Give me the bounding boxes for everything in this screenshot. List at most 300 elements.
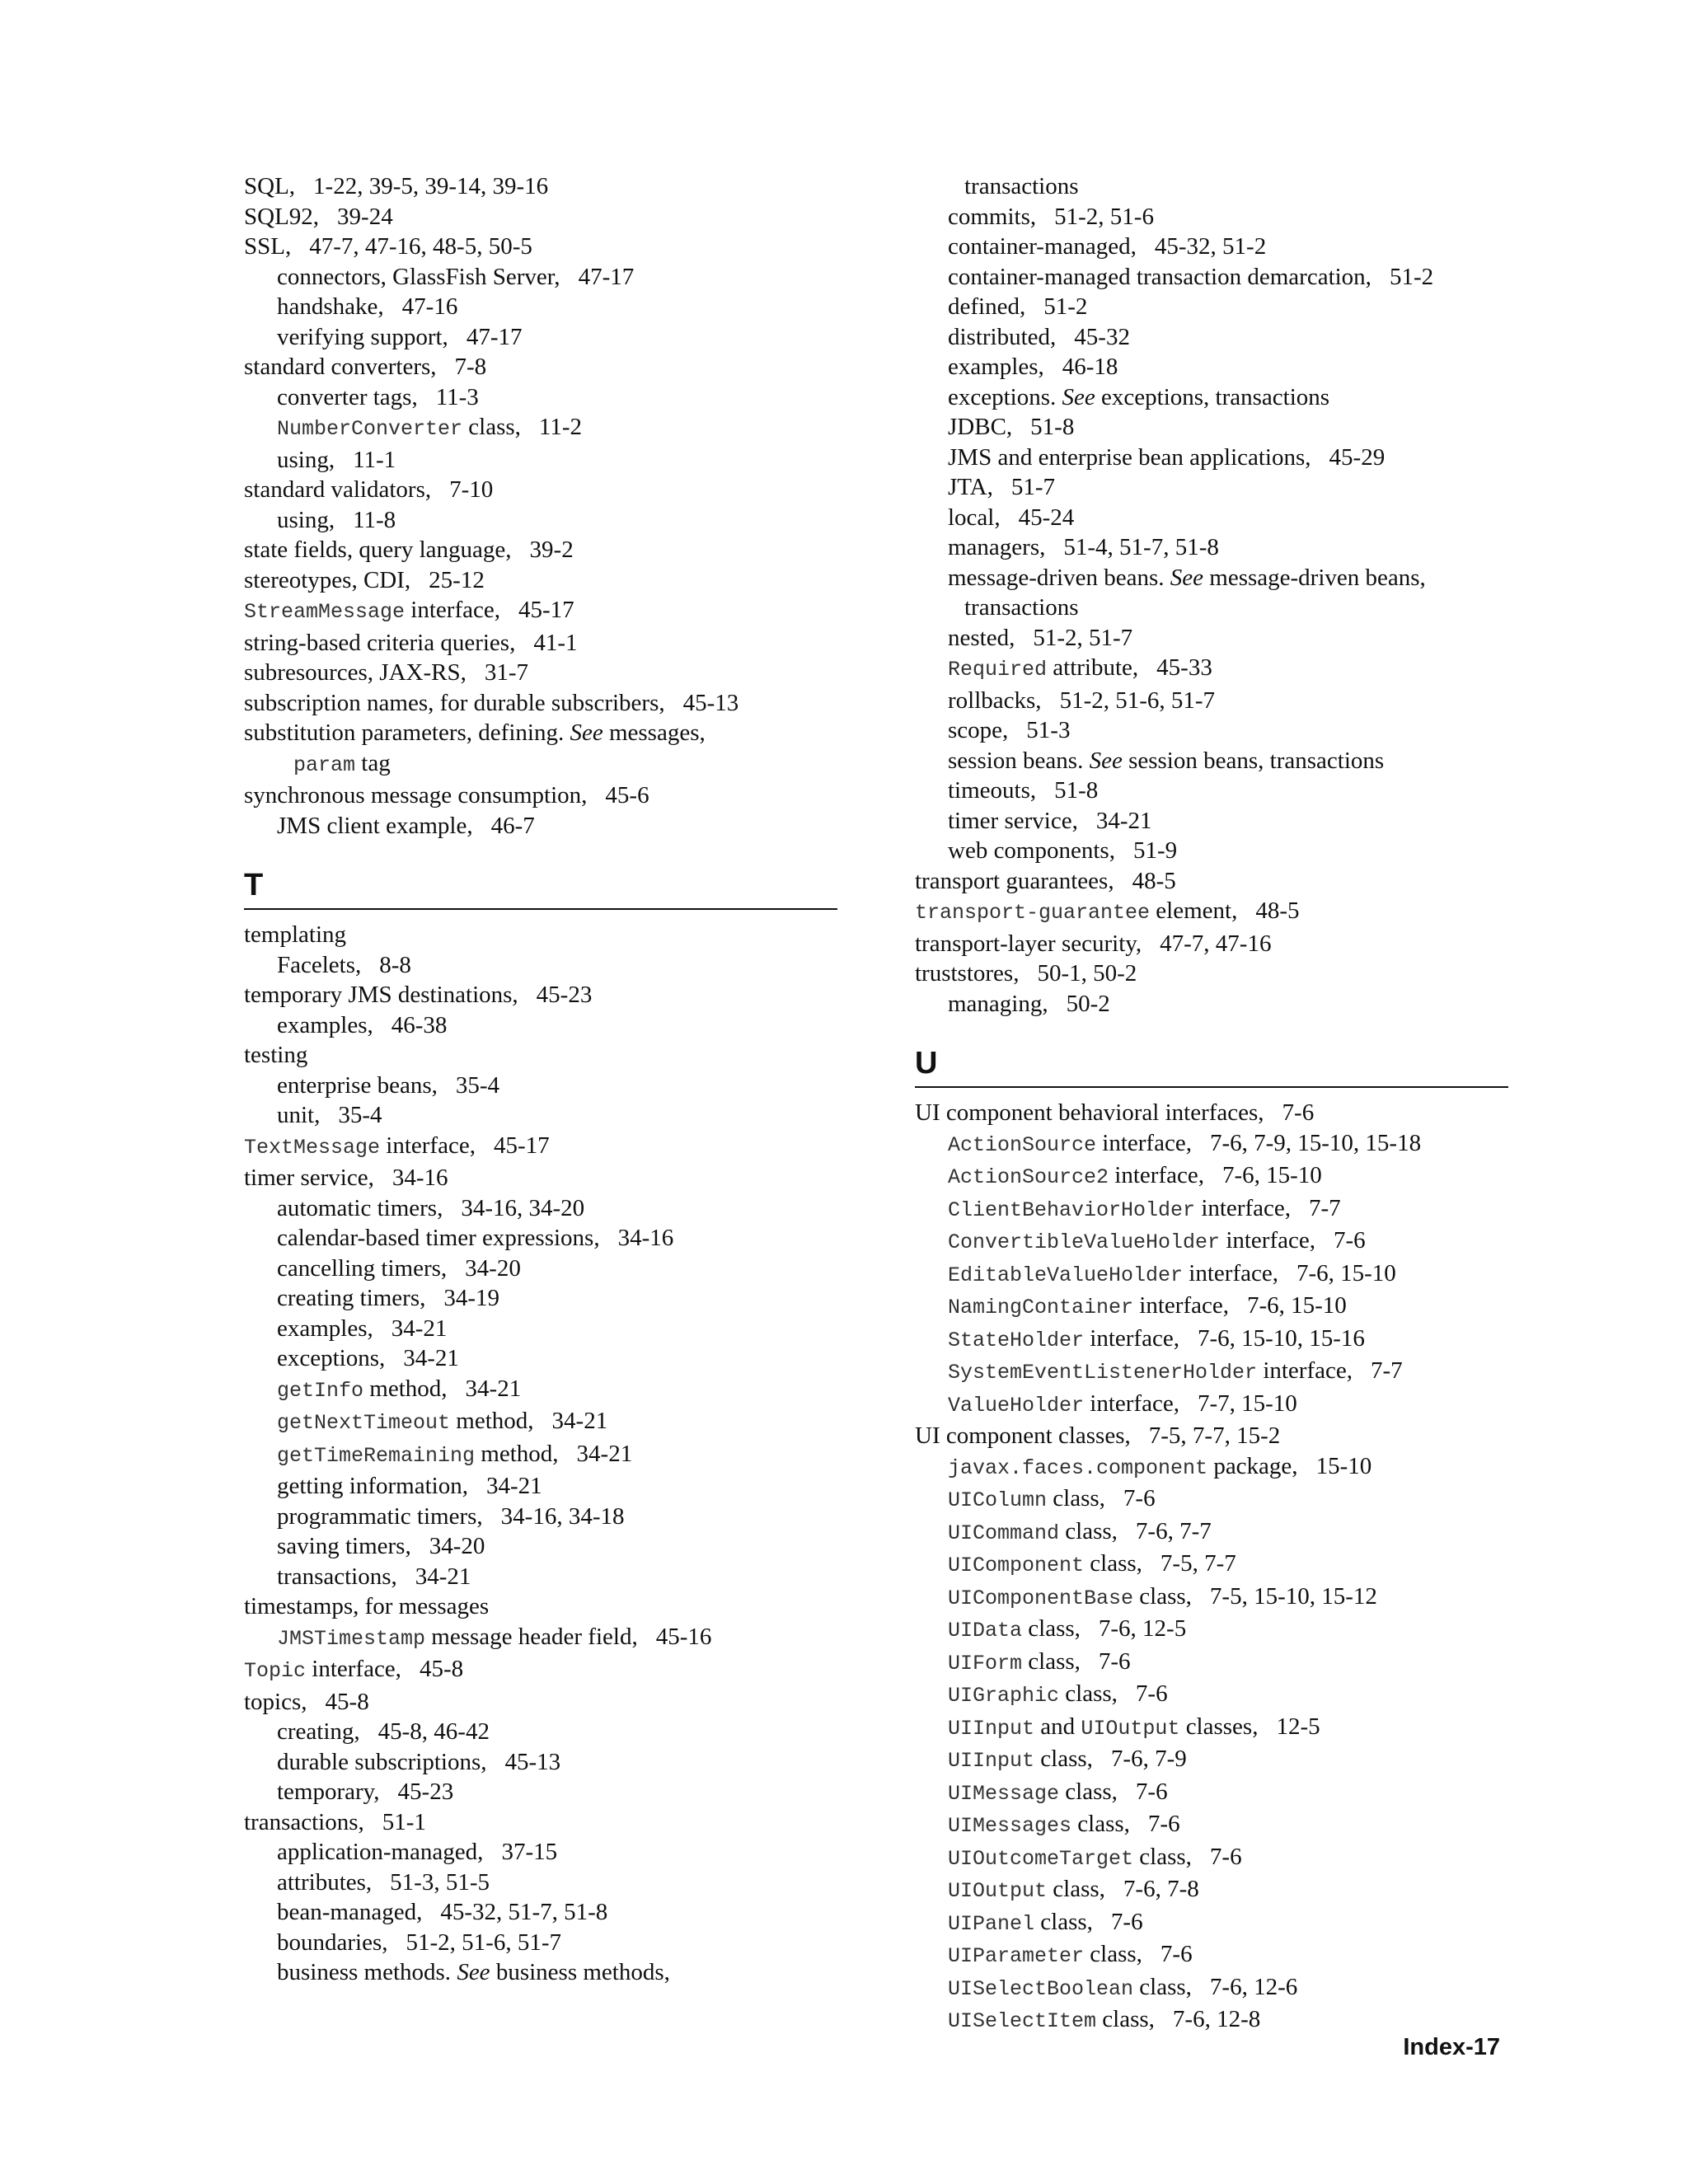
entry-term: method, [475, 1440, 559, 1467]
entry-term: standard converters, [244, 354, 437, 380]
entry-code-term: ActionSource [948, 1132, 1097, 1157]
entry-page-refs: 7-6, 15-10, 15-16 [1197, 1324, 1365, 1352]
index-entry [915, 806, 1508, 837]
index-entry [915, 1356, 1508, 1389]
entry-page-refs: 34-19 [443, 1285, 500, 1311]
entry-term: boundaries, [277, 1929, 388, 1956]
entry-term: interface, [380, 1132, 476, 1159]
index-entry [915, 532, 1508, 563]
entry-term: class, [1096, 2006, 1155, 2032]
entry-term: SQL92, [244, 203, 320, 230]
entry-page-refs: 34-21 [391, 1315, 448, 1342]
section-gap [915, 1088, 1508, 1098]
entry-code-term: UICommand [948, 1521, 1060, 1545]
entry-page-refs: 51-1 [382, 1808, 426, 1835]
entry-page-refs: 51-2, 51-7 [1033, 624, 1133, 651]
entry-term: scope, [948, 717, 1009, 743]
section-gap [244, 910, 837, 920]
entry-code-term: UIComponentBase [948, 1586, 1134, 1610]
entry-term: class, [1022, 1615, 1081, 1642]
entry-page-refs: 51-7 [1010, 474, 1056, 500]
entry-page-refs: 12-5 [1276, 1713, 1320, 1740]
entry-page-refs: 46-38 [391, 1011, 448, 1038]
entry-page-refs: 45-23 [397, 1779, 454, 1805]
entry-term: class, [1034, 1746, 1093, 1772]
index-entry [915, 1744, 1508, 1777]
index-entry [915, 412, 1508, 443]
section-letter: T [244, 868, 264, 902]
entry-term: temporary JMS destinations, [244, 982, 518, 1008]
entry-page-refs: 7-6 [1209, 1843, 1242, 1870]
entry-term: distributed, [948, 323, 1057, 350]
entry-code-term: EditableValueHolder [948, 1263, 1184, 1287]
index-entry [915, 1679, 1508, 1712]
entry-term: examples, [277, 1315, 373, 1342]
index-entry [915, 1226, 1508, 1258]
entry-term: nested, [948, 624, 1015, 651]
entry-code-term: NamingContainer [948, 1296, 1134, 1319]
index-entry [244, 1777, 837, 1807]
index-entry [244, 1807, 837, 1838]
entry-term: message-driven beans, [1203, 564, 1426, 591]
entry-page-refs: 34-21 [465, 1375, 522, 1402]
entry-term: JMS and enterprise bean applications, [948, 443, 1311, 471]
entry-page-refs: 7-6 [1333, 1227, 1366, 1254]
entry-term: class, [1133, 1843, 1192, 1870]
index-entry [915, 776, 1508, 806]
entry-page-refs: 45-13 [504, 1748, 561, 1775]
index-entry [915, 1324, 1508, 1357]
entry-page-refs: 51-9 [1132, 837, 1178, 864]
entry-page-refs: 7-7 [1370, 1357, 1403, 1384]
entry-term: topics, [244, 1688, 307, 1715]
section-letter: U [915, 1046, 938, 1080]
entry-term: class, [1084, 1550, 1142, 1577]
entry-page-refs: 34-21 [415, 1563, 471, 1590]
entry-page-refs: 51-3 [1026, 717, 1071, 743]
entry-term: message header field, [425, 1623, 638, 1650]
entry-page-refs: 7-8 [454, 354, 487, 380]
entry-term: templating [244, 921, 347, 948]
entry-term: creating timers, [277, 1285, 426, 1311]
index-entry [915, 866, 1508, 897]
entry-term: and [1034, 1713, 1081, 1740]
entry-page-refs: 34-16, 34-18 [500, 1502, 625, 1530]
index-entry [244, 1163, 837, 1193]
index-entry [915, 262, 1508, 293]
entry-page-refs: 34-21 [576, 1440, 633, 1467]
entry-term: string-based criteria queries, [244, 629, 516, 656]
entry-page-refs: 34-21 [1095, 807, 1152, 834]
entry-page-refs: 47-7, 47-16, 48-5, 50-5 [309, 233, 532, 260]
entry-page-refs: 7-6, 7-9, 15-10, 15-18 [1209, 1129, 1422, 1156]
entry-page-refs: 34-16, 34-20 [461, 1194, 585, 1221]
entry-term: method, [450, 1408, 534, 1434]
entry-page-refs: 34-21 [551, 1408, 608, 1434]
entry-page-refs: 48-5 [1255, 898, 1300, 924]
entry-page-refs: 7-6, 15-10 [1246, 1292, 1347, 1319]
index-entry [244, 1100, 837, 1131]
entry-page-refs: 50-1, 50-2 [1037, 960, 1137, 987]
entry-term: SSL, [244, 233, 292, 260]
entry-page-refs: 7-6, 12-6 [1209, 1973, 1298, 2000]
entry-term: enterprise beans, [277, 1071, 438, 1099]
entry-term: interface, [1109, 1162, 1204, 1188]
entry-term: transactions [964, 173, 1079, 199]
entry-term: interface, [1096, 1129, 1192, 1156]
entry-page-refs: 39-2 [529, 537, 574, 563]
entry-term: examples, [948, 354, 1044, 380]
entry-term: session beans. [948, 747, 1090, 774]
entry-page-refs: 46-7 [490, 812, 535, 839]
index-entry [244, 535, 837, 565]
entry-page-refs: 7-6 [1110, 1908, 1143, 1935]
entry-page-refs: 47-7, 47-16 [1160, 930, 1272, 957]
entry-page-refs: 11-1 [353, 446, 396, 473]
entry-term: class, [1059, 1680, 1118, 1707]
index-entry [915, 503, 1508, 533]
entry-term: interface, [1084, 1390, 1179, 1417]
section-heading [244, 865, 837, 910]
index-entry [915, 1549, 1508, 1582]
entry-page-refs: 50-2 [1066, 990, 1110, 1017]
entry-term: class, [1034, 1908, 1093, 1935]
entry-page-refs: 47-17 [578, 263, 635, 290]
index-entry [915, 1098, 1508, 1128]
entry-term: class, [462, 414, 521, 440]
index-entry [244, 658, 837, 688]
entry-term: UI component behavioral interfaces, [915, 1099, 1264, 1126]
index-entry [244, 1502, 837, 1532]
index-entry [915, 472, 1508, 503]
entry-term: handshake, [277, 293, 384, 320]
entry-term: exceptions, [277, 1345, 386, 1371]
index-entry [244, 475, 837, 505]
entry-term: class, [1047, 1876, 1105, 1902]
entry-term: business methods. [277, 1959, 457, 1985]
entry-term: messages, [603, 719, 706, 746]
entry-page-refs: 7-5, 15-10, 15-12 [1209, 1582, 1377, 1610]
index-entry [915, 1258, 1508, 1291]
section-rule [244, 908, 837, 910]
index-entry [244, 1374, 837, 1407]
entry-page-refs: 47-17 [466, 323, 523, 350]
entry-term: synchronous message consumption, [244, 782, 588, 808]
index-entry [244, 1957, 837, 1988]
entry-code-term: UIOutcomeTarget [948, 1846, 1134, 1871]
entry-term: interface, [306, 1656, 401, 1682]
index-entry [244, 232, 837, 262]
entry-term: UI component classes, [915, 1422, 1131, 1449]
entry-term: substitution parameters, defining. [244, 719, 570, 746]
entry-page-refs: 7-6 [1282, 1099, 1315, 1126]
entry-page-refs: 45-33 [1156, 654, 1212, 681]
index-entry [915, 322, 1508, 353]
entry-page-refs: 45-32, 51-7, 51-8 [440, 1899, 608, 1925]
entry-term: transport guarantees, [915, 867, 1114, 894]
index-entry [244, 1717, 837, 1747]
entry-page-refs: 51-2, 51-6 [1054, 203, 1154, 230]
index-entry [915, 1582, 1508, 1615]
entry-page-refs: 7-6 [1160, 1941, 1193, 1967]
entry-page-refs: 1-22, 39-5, 39-14, 39-16 [313, 173, 549, 199]
entry-page-refs: 7-5, 7-7, 15-2 [1148, 1422, 1281, 1449]
index-column-left [244, 171, 837, 1988]
index-entry [915, 1451, 1508, 1484]
entry-see-reference: See [1089, 747, 1123, 774]
entry-code-term: ActionSource2 [948, 1165, 1109, 1189]
index-entry [915, 2004, 1508, 2037]
entry-term: business methods, [490, 1959, 670, 1985]
index-entry [244, 1562, 837, 1592]
index-entry [244, 1223, 837, 1254]
index-entry [244, 382, 837, 413]
entry-code-term: UIMessages [948, 1814, 1072, 1838]
entry-page-refs: 8-8 [379, 951, 411, 978]
entry-page-refs: 51-2, 51-6, 51-7 [406, 1929, 561, 1956]
entry-term: SQL, [244, 173, 296, 199]
entry-page-refs: 7-6, 15-10 [1296, 1259, 1396, 1286]
entry-term: using, [277, 506, 335, 533]
entry-term: container-managed transaction demarcation, [948, 263, 1372, 290]
entry-term: subresources, JAX-RS, [244, 659, 467, 686]
entry-term: JMS client example, [277, 812, 473, 839]
index-entry [915, 686, 1508, 716]
entry-code-term: UIInput [948, 1749, 1035, 1773]
index-entry [915, 1842, 1508, 1875]
entry-term: interface, [1084, 1324, 1179, 1352]
entry-term: timestamps, for messages [244, 1593, 490, 1619]
entry-see-reference: See [457, 1959, 490, 1985]
entry-page-refs: 7-5, 7-7 [1160, 1550, 1236, 1577]
entry-term: timer service, [244, 1165, 374, 1191]
index-entry [244, 445, 837, 476]
index-entry [915, 836, 1508, 866]
entry-page-refs: 41-1 [533, 629, 578, 656]
index-entry [244, 292, 837, 322]
entry-see-reference: See [570, 719, 603, 746]
entry-term: defined, [948, 293, 1026, 320]
entry-page-refs: 47-16 [401, 293, 458, 320]
entry-page-refs: 34-21 [403, 1345, 459, 1371]
entry-term: JTA, [948, 474, 993, 500]
index-entry [244, 565, 837, 596]
entry-page-refs: 35-4 [455, 1071, 500, 1099]
entry-term: local, [948, 504, 1001, 531]
section-rule [915, 1086, 1508, 1088]
index-entry [244, 811, 837, 841]
entry-page-refs: 7-6, 7-9 [1110, 1746, 1187, 1772]
entry-term: session beans, transactions [1122, 747, 1385, 774]
entry-term: method, [363, 1375, 448, 1402]
entry-term: class, [1059, 1517, 1118, 1544]
index-entry [244, 202, 837, 232]
entry-code-term: UIInput [948, 1716, 1035, 1741]
entry-code-term: UIMessage [948, 1781, 1060, 1806]
index-entry [915, 1907, 1508, 1940]
index-entry [915, 1128, 1508, 1161]
entry-term: rollbacks, [948, 687, 1042, 714]
entry-code-term: javax.faces.component [948, 1455, 1208, 1480]
entry-term: using, [277, 446, 335, 473]
entry-code-term: UISelectItem [948, 2009, 1097, 2033]
entry-page-refs: 37-15 [501, 1839, 558, 1865]
entry-term: transactions, [244, 1808, 364, 1835]
index-entry [244, 780, 837, 811]
entry-term: automatic timers, [277, 1194, 443, 1221]
index-entry [244, 1343, 837, 1374]
entry-term: web components, [948, 837, 1115, 864]
entry-page-refs: 11-8 [353, 506, 396, 533]
index-entry [915, 352, 1508, 382]
entry-code-term: UIOutput [948, 1879, 1048, 1903]
entry-page-refs: 7-6, 15-10 [1221, 1162, 1322, 1188]
entry-page-refs: 48-5 [1132, 867, 1176, 894]
index-entry [244, 1406, 837, 1439]
index-entry [915, 443, 1508, 473]
entry-page-refs: 51-2 [1043, 293, 1088, 320]
entry-code-term: ValueHolder [948, 1393, 1085, 1418]
index-entry [915, 171, 1508, 202]
entry-page-refs: 35-4 [338, 1102, 382, 1128]
index-entry [244, 1314, 837, 1344]
entry-term: managers, [948, 534, 1046, 560]
entry-page-refs: 45-29 [1329, 443, 1386, 471]
index-entry [244, 1654, 837, 1687]
entry-term: exceptions. [948, 383, 1062, 410]
index-entry [915, 715, 1508, 746]
entry-term: programmatic timers, [277, 1502, 483, 1530]
entry-code-term: param [293, 752, 356, 777]
entry-code-term: getInfo [277, 1378, 364, 1403]
index-entry [915, 1421, 1508, 1451]
index-entry [915, 1160, 1508, 1193]
entry-page-refs: 45-8 [419, 1656, 464, 1682]
index-entry [915, 202, 1508, 232]
index-entry [244, 1747, 837, 1778]
index-entry [915, 623, 1508, 654]
index-entry [244, 1868, 837, 1898]
entry-page-refs: 7-7 [1308, 1194, 1341, 1221]
entry-code-term: ClientBehaviorHolder [948, 1197, 1196, 1222]
entry-term: exceptions, transactions [1095, 383, 1330, 410]
entry-term: transactions [964, 594, 1079, 621]
index-entry [244, 505, 837, 536]
entry-page-refs: 25-12 [429, 566, 485, 593]
entry-code-term: UIForm [948, 1651, 1023, 1675]
index-entry [244, 1837, 837, 1868]
entry-code-term: UIData [948, 1619, 1023, 1643]
entry-page-refs: 45-16 [655, 1623, 712, 1650]
index-entry [915, 653, 1508, 686]
entry-term: class, [1084, 1941, 1142, 1967]
entry-term: standard validators, [244, 476, 432, 503]
entry-term: interface, [1195, 1194, 1291, 1221]
entry-term: connectors, GlassFish Server, [277, 263, 560, 290]
index-entry [915, 746, 1508, 776]
entry-term: getting information, [277, 1473, 468, 1499]
index-entry [244, 412, 837, 445]
index-entry [244, 322, 837, 353]
entry-term: tag [355, 749, 391, 776]
entry-code-term: StreamMessage [244, 600, 406, 624]
index-entry [244, 980, 837, 1010]
index-entry [915, 989, 1508, 1019]
entry-page-refs: 46-18 [1062, 354, 1118, 380]
index-column-right [915, 171, 1508, 2037]
index-entry [244, 1687, 837, 1718]
entry-term: interface, [1183, 1259, 1278, 1286]
index-entry [244, 1591, 837, 1622]
entry-page-refs: 34-20 [429, 1533, 485, 1559]
entry-term: message-driven beans. [948, 564, 1170, 591]
index-entry [915, 1777, 1508, 1810]
entry-page-refs: 45-24 [1018, 504, 1075, 531]
entry-page-refs: 51-2 [1389, 263, 1434, 290]
entry-page-refs: 7-6 [1135, 1680, 1168, 1707]
index-entry [915, 1712, 1508, 1745]
entry-term: stereotypes, CDI, [244, 566, 411, 593]
entry-code-term: SystemEventListenerHolder [948, 1361, 1258, 1385]
entry-page-refs: 7-6 [1147, 1811, 1180, 1837]
entry-code-term: TextMessage [244, 1135, 381, 1160]
entry-page-refs: 45-8, 46-42 [377, 1718, 490, 1745]
index-entry [244, 1254, 837, 1284]
index-entry [915, 563, 1508, 593]
index-entry [244, 1010, 837, 1041]
index-entry [244, 688, 837, 719]
entry-term: verifying support, [277, 323, 448, 350]
entry-term: application-managed, [277, 1839, 484, 1865]
entry-term: attribute, [1047, 654, 1139, 681]
index-entry [244, 748, 837, 781]
index-entry [244, 950, 837, 981]
entry-term: class, [1022, 1647, 1081, 1675]
entry-term: attributes, [277, 1868, 373, 1896]
entry-page-refs: 51-8 [1030, 414, 1075, 440]
index-entry [915, 1516, 1508, 1549]
index-entry [244, 1439, 837, 1472]
entry-page-refs: 11-2 [538, 414, 583, 440]
entry-term: state fields, query language, [244, 537, 512, 563]
index-entry [244, 262, 837, 293]
entry-page-refs: 45-17 [518, 597, 574, 623]
index-entry [915, 1291, 1508, 1324]
entry-term: timer service, [948, 807, 1078, 834]
entry-term: interface, [1133, 1292, 1229, 1319]
index-entry [915, 593, 1508, 623]
index-entry [244, 1131, 837, 1164]
entry-page-refs: 11-3 [435, 383, 479, 410]
index-entry [244, 171, 837, 202]
entry-page-refs: 7-6 [1123, 1485, 1156, 1511]
index-entry [915, 1614, 1508, 1647]
entry-page-refs: 34-20 [465, 1254, 521, 1282]
entry-term: truststores, [915, 960, 1020, 987]
index-entry [244, 1531, 837, 1562]
entry-term: cancelling timers, [277, 1254, 448, 1282]
entry-term: saving timers, [277, 1533, 411, 1559]
index-entry [244, 920, 837, 950]
index-entry [244, 1622, 837, 1655]
index-entry [244, 1193, 837, 1224]
entry-page-refs: 45-32 [1074, 323, 1130, 350]
entry-page-refs: 31-7 [484, 659, 529, 686]
index-entry [244, 1283, 837, 1314]
entry-code-term: UIColumn [948, 1488, 1048, 1512]
entry-page-refs: 34-21 [485, 1473, 542, 1499]
entry-term: creating, [277, 1718, 360, 1745]
